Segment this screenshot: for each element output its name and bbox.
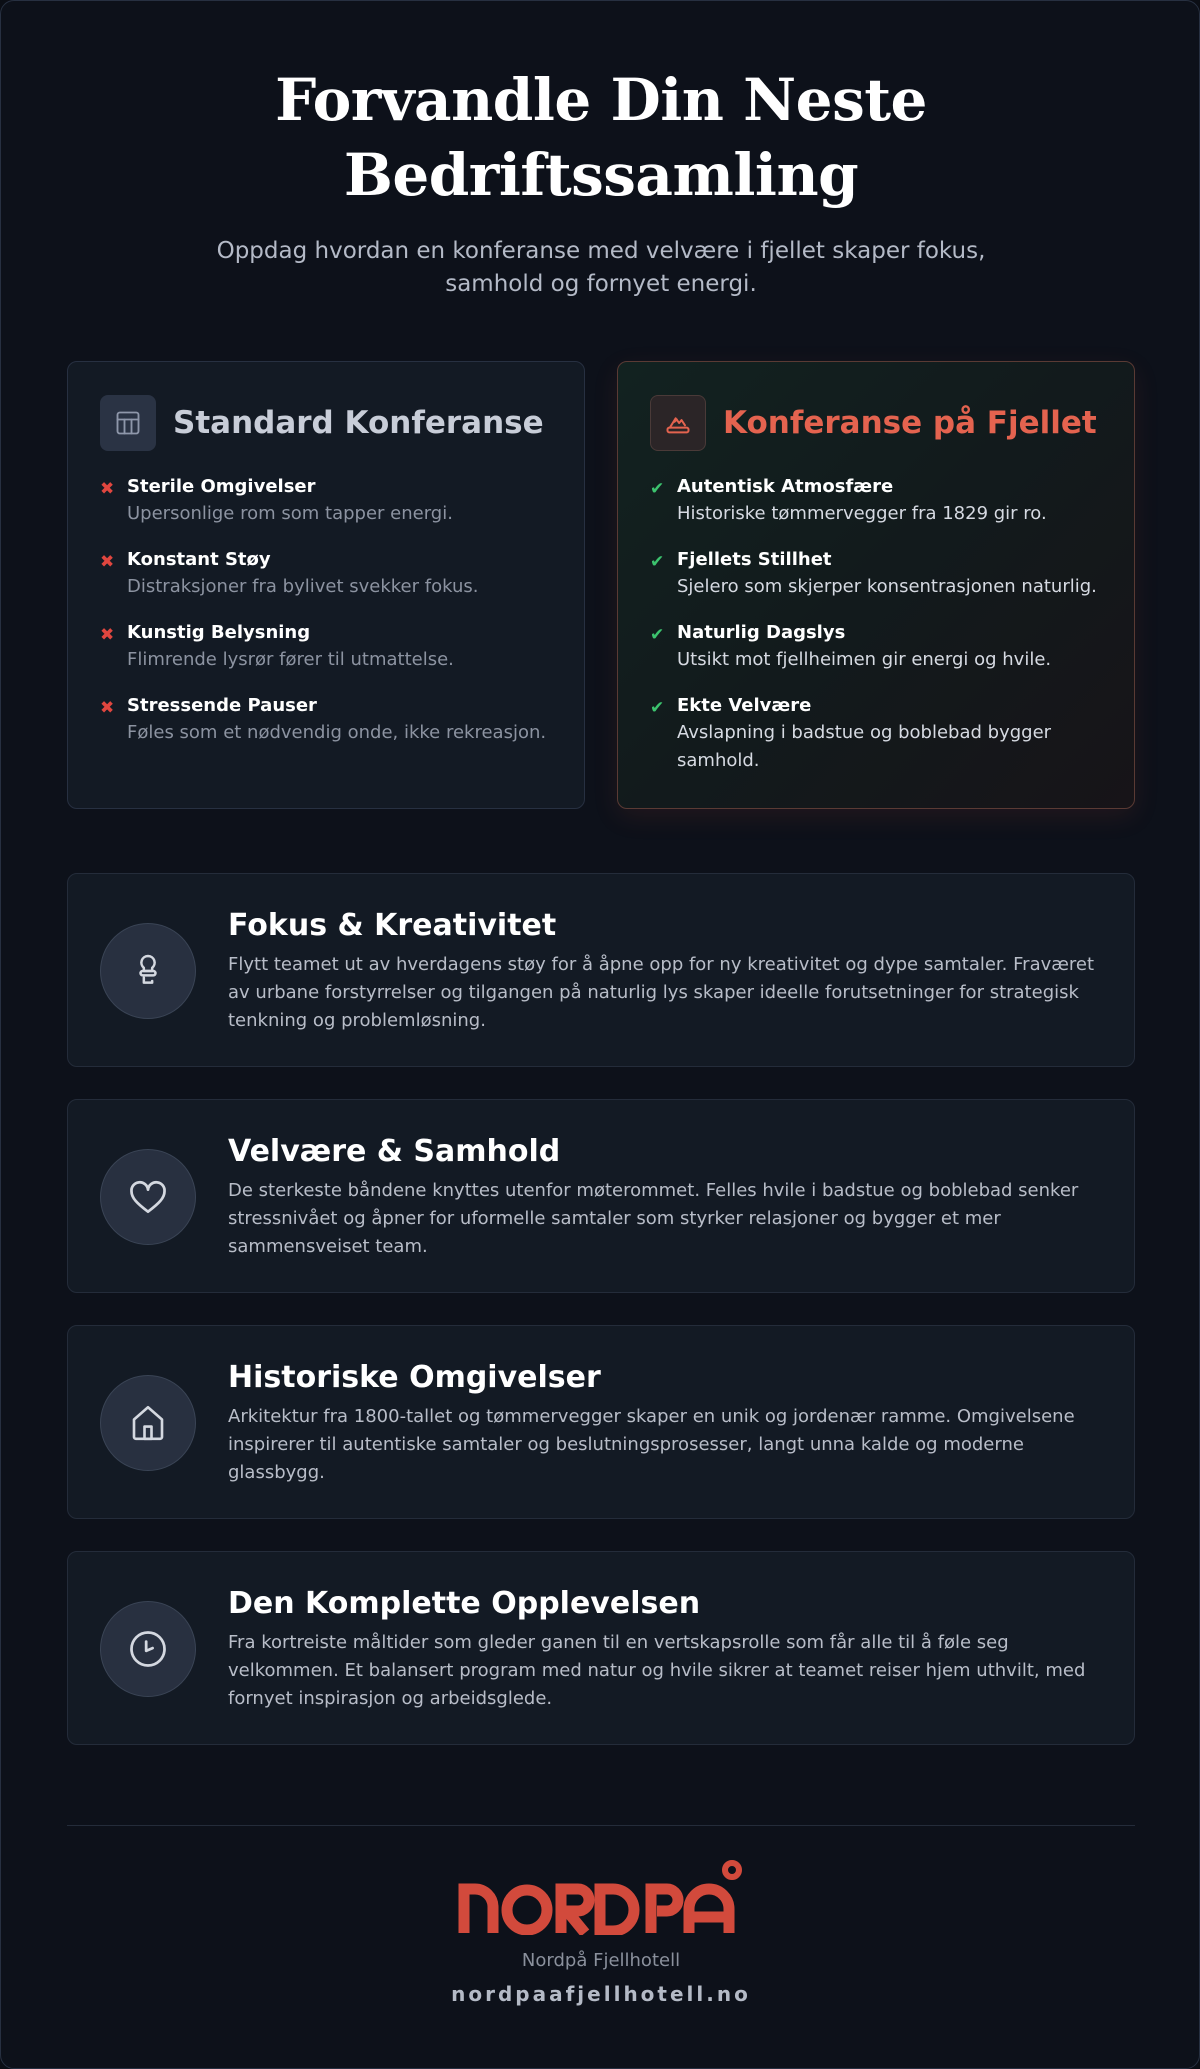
footer xyxy=(1,1859,1200,2007)
cross-icon: ✖ xyxy=(100,552,115,572)
hero xyxy=(1,63,1200,301)
standard-list xyxy=(100,474,552,747)
item-title: Kunstig Belysning xyxy=(127,622,311,643)
feature-text: Flytt teamet ut av hverdagens støy for å åpne opp for ny kreativitet og dype samtaler. Fraværet av urbane forstyrrelser og tilgangen på naturlig lys skaper ideelle forutsetninger for strategisk tenkning og problemløsning. xyxy=(228,954,1095,1031)
list-item xyxy=(650,547,1102,601)
check-icon: ✔ xyxy=(650,625,665,645)
feature-card-history xyxy=(67,1325,1135,1519)
feature-card-experience xyxy=(67,1551,1135,1745)
feature-title: Velvære & Samhold xyxy=(228,1134,561,1169)
list-item xyxy=(650,693,1102,775)
clock-icon xyxy=(100,1601,196,1697)
feature-card-focus xyxy=(67,873,1135,1067)
feature-card-wellbeing xyxy=(67,1099,1135,1293)
item-desc: Distraksjoner fra bylivet svekker fokus. xyxy=(127,576,479,597)
feature-title: Historiske Omgivelser xyxy=(228,1360,601,1395)
hotel-name: Nordpå Fjellhotell xyxy=(521,1950,681,1971)
cross-icon: ✖ xyxy=(100,479,115,499)
feature-title: Den Komplette Opplevelsen xyxy=(228,1586,701,1621)
heart-icon xyxy=(100,1149,196,1245)
feature-text: Fra kortreiste måltider som gleder ganen til en vertskapsrolle som får alle til å føle seg velkommen. Et balansert program med natur og hvile sikrer at teamet reiser hjem uthvilt, med fornyet inspirasjon og arbeidsglede. xyxy=(228,1632,1086,1709)
item-title: Fjellets Stillhet xyxy=(677,549,832,570)
item-desc: Utsikt mot fjellheimen gir energi og hvile. xyxy=(677,649,1052,670)
mountain-conference-card xyxy=(617,361,1135,809)
card-header xyxy=(650,394,1102,452)
lightbulb-icon xyxy=(100,923,196,1019)
check-icon: ✔ xyxy=(650,479,665,499)
list-item xyxy=(650,620,1102,674)
list-item xyxy=(100,547,552,601)
item-title: Autentisk Atmosfære xyxy=(677,476,894,497)
item-desc: Upersonlige rom som tapper energi. xyxy=(127,503,453,524)
card-title: Konferanse på Fjellet xyxy=(723,405,1097,441)
page-subtitle: Oppdag hvordan en konferanse med velvære i fjellet skaper fokus, samhold og fornyet energi. xyxy=(216,238,986,297)
list-item xyxy=(100,620,552,674)
check-icon: ✔ xyxy=(650,552,665,572)
standard-conference-card xyxy=(67,361,585,809)
item-title: Konstant Støy xyxy=(127,549,271,570)
cross-icon: ✖ xyxy=(100,698,115,718)
item-desc: Flimrende lysrør fører til utmattelse. xyxy=(127,649,454,670)
website-link[interactable]: nordpaafjellhotell.no xyxy=(451,1982,751,2006)
check-icon: ✔ xyxy=(650,698,665,718)
feature-text: Arkitektur fra 1800-tallet og tømmervegger skaper en unik og jordenær ramme. Omgivelsene inspirerer til autentiske samtaler og beslutningsprosesser, langt unna kalde og moderne glassbygg. xyxy=(228,1406,1075,1483)
mountain-icon xyxy=(650,395,706,451)
home-icon xyxy=(100,1375,196,1471)
item-title: Stressende Pauser xyxy=(127,695,317,716)
list-item xyxy=(100,474,552,528)
divider xyxy=(67,1825,1135,1826)
list-item xyxy=(100,693,552,747)
mountain-list xyxy=(650,474,1102,775)
page-title: Forvandle Din Neste Bedriftssamling xyxy=(275,66,927,209)
item-desc: Sjelero som skjerper konsentrasjonen naturlig. xyxy=(677,576,1097,597)
card-title: Standard Konferanse xyxy=(173,405,544,441)
cross-icon: ✖ xyxy=(100,625,115,645)
feature-title: Fokus & Kreativitet xyxy=(228,908,557,943)
layout-icon xyxy=(100,395,156,451)
item-title: Ekte Velvære xyxy=(677,695,812,716)
item-title: Sterile Omgivelser xyxy=(127,476,316,497)
card-header xyxy=(100,394,552,452)
item-desc: Føles som et nødvendig onde, ikke rekreasjon. xyxy=(127,722,547,743)
feature-text: De sterkeste båndene knyttes utenfor møterommet. Felles hvile i badstue og boblebad senker stressnivået og åpner for uformelle samtaler som styrker relasjoner og bygger et mer sammensveiset team. xyxy=(228,1180,1079,1257)
nordpa-logo xyxy=(457,1859,745,1935)
item-desc: Avslapning i badstue og boblebad bygger samhold. xyxy=(677,722,1052,771)
item-desc: Historiske tømmervegger fra 1829 gir ro. xyxy=(677,503,1047,524)
item-title: Naturlig Dagslys xyxy=(677,622,846,643)
list-item xyxy=(650,474,1102,528)
